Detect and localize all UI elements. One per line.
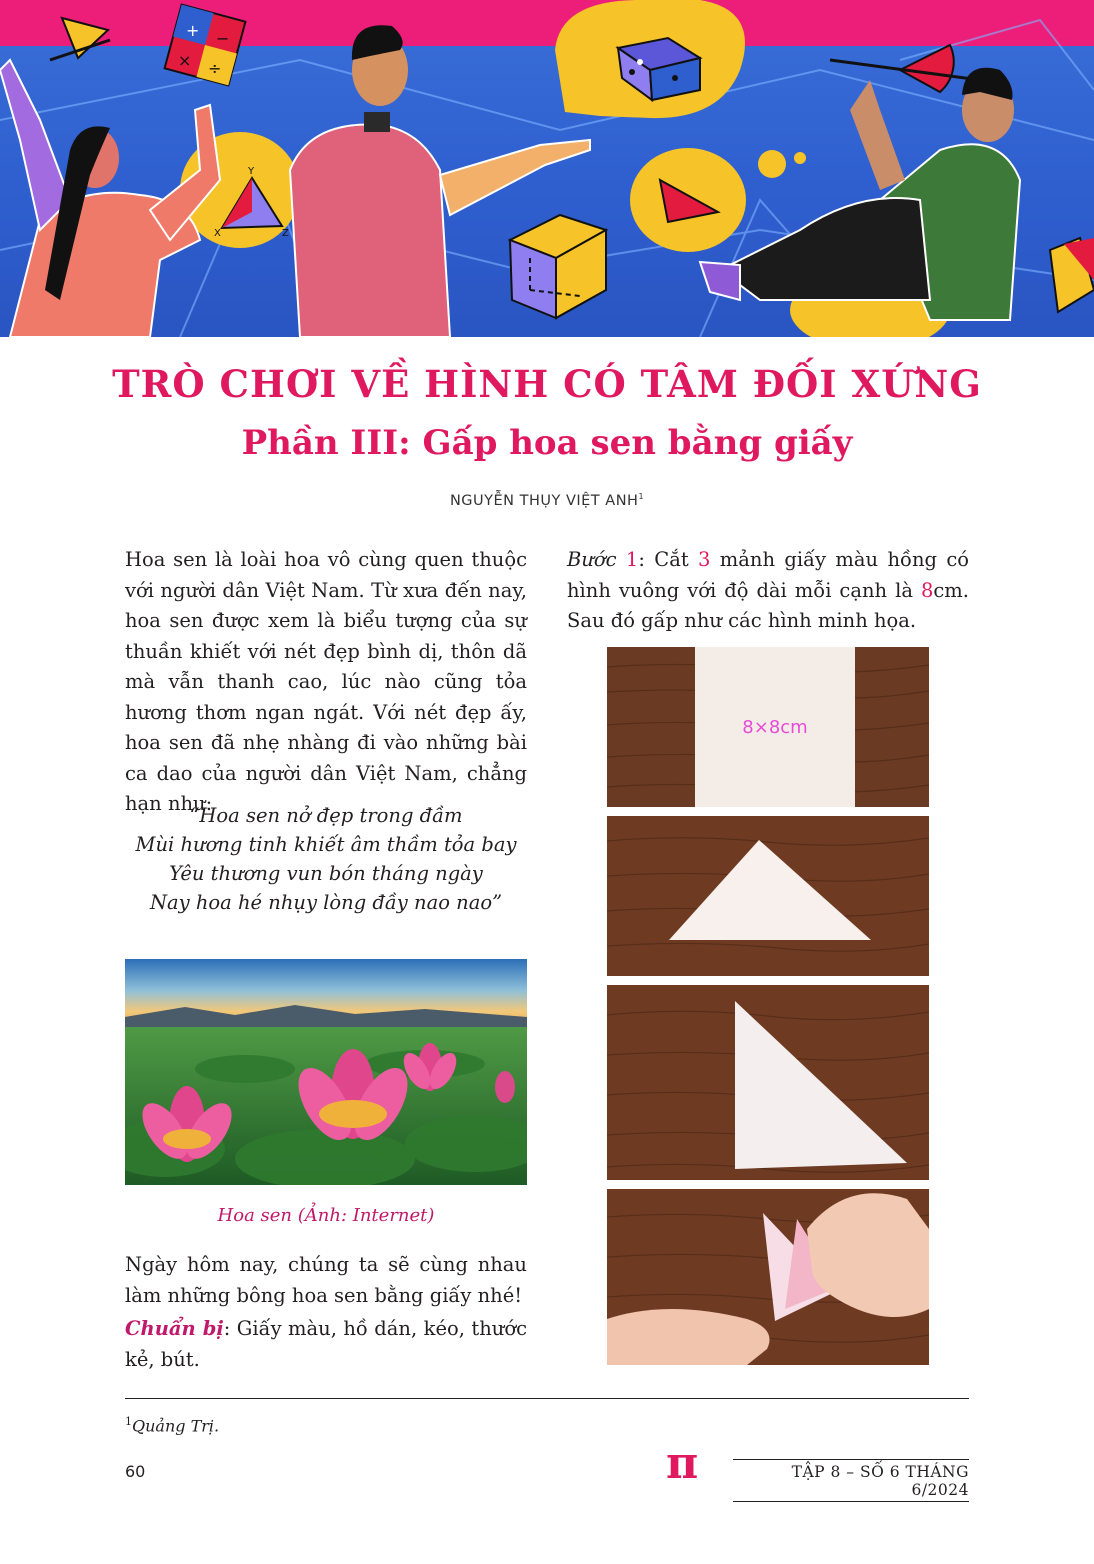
footnote-text: Quảng Trị.	[132, 1416, 220, 1436]
author-note-mark: 1	[638, 492, 645, 501]
poem-line: Nay hoa hé nhụy lòng đầy nao nao”	[149, 891, 503, 914]
svg-text:×: ×	[178, 51, 192, 70]
author-name: NGUYỄN THỤY VIỆT ANH	[449, 492, 639, 509]
cube-icon-large	[510, 215, 606, 318]
right-column	[567, 545, 969, 637]
arrow-icon	[62, 18, 108, 58]
step-number: 1	[625, 548, 639, 571]
footnote-divider	[125, 1398, 969, 1399]
footnote-mark: 1	[125, 1415, 132, 1428]
fold-photo-1	[607, 647, 929, 807]
footnote	[125, 1415, 219, 1435]
issue-info: TẬP 8 – SỐ 6 THÁNG 6/2024	[733, 1459, 969, 1502]
person-man-right	[700, 68, 1020, 320]
svg-text:Y: Y	[248, 166, 255, 177]
poem-line: “Hoa sen nở đẹp trong đầm	[189, 804, 463, 827]
poem-line: Mùi hương tinh khiết âm thầm tỏa bay	[135, 833, 517, 856]
photo-caption: Hoa sen (Ảnh: Internet)	[217, 1205, 435, 1226]
header-illustration	[0, 0, 1094, 337]
article-subtitle: Phần III: Gấp hoa sen bằng giấy	[241, 423, 853, 463]
author-line	[0, 492, 1094, 509]
svg-text:X: X	[214, 228, 221, 239]
svg-text:+: +	[186, 21, 200, 40]
person-girl	[0, 60, 220, 337]
poem-line: Yêu thương vun bón tháng ngày	[169, 862, 483, 885]
materials-label: Chuẩn bị	[125, 1317, 224, 1340]
piece-count: 3	[698, 548, 711, 571]
fold-photo-3	[607, 985, 929, 1180]
svg-text:÷: ÷	[208, 59, 222, 78]
materials-block	[125, 1314, 527, 1375]
closing-paragraph-block	[125, 1250, 527, 1311]
page-number: 60	[125, 1462, 146, 1481]
paper-size-label: 8×8cm	[742, 717, 808, 738]
materials-text: : Giấy màu, hồ dán, kéo, thước kẻ, bút.	[125, 1317, 527, 1371]
fold-photo-4	[607, 1189, 929, 1365]
fold-photo-2	[607, 816, 929, 976]
lotus-photo	[125, 959, 527, 1185]
pi-logo: π	[666, 1438, 699, 1489]
step-1-paragraph	[567, 545, 969, 637]
article-title: TRÒ CHƠI VỀ HÌNH CÓ TÂM ĐỐI XỨNG	[112, 362, 982, 406]
materials-paragraph	[125, 1314, 527, 1375]
closing-paragraph: Ngày hôm nay, chúng ta sẽ cùng nhau làm những bông hoa sen bằng giấy nhé!	[125, 1253, 527, 1307]
poem-quote	[125, 801, 527, 917]
svg-text:Z: Z	[282, 228, 289, 239]
step-text-b: mảnh giấy màu hồng có hình vuông với độ dài mỗi cạnh là	[567, 548, 969, 602]
intro-paragraph: Hoa sen là loài hoa vô cùng quen thuộc với người dân Việt Nam. Từ xưa đến nay, hoa sen được xem là biểu tượng của sự thuần khiết với nét đẹp bình dị, thôn dã mà vẫn thanh cao, lúc nào cũng tỏa hương thơm ngan ngát. Với nét đẹp ấy, hoa sen đã nhẹ nhàng đi vào những bài ca dao của người dân Việt Nam, chẳng hạn như:	[125, 548, 527, 815]
step-text-a: : Cắt	[638, 548, 699, 571]
step-text-c: cm. Sau đó gấp như các hình minh họa.	[567, 578, 969, 632]
side-length: 8	[920, 578, 934, 602]
banner-artwork	[0, 0, 1094, 337]
step-label: Bước	[567, 548, 617, 571]
svg-text:−: −	[216, 29, 230, 48]
left-column	[125, 545, 527, 820]
